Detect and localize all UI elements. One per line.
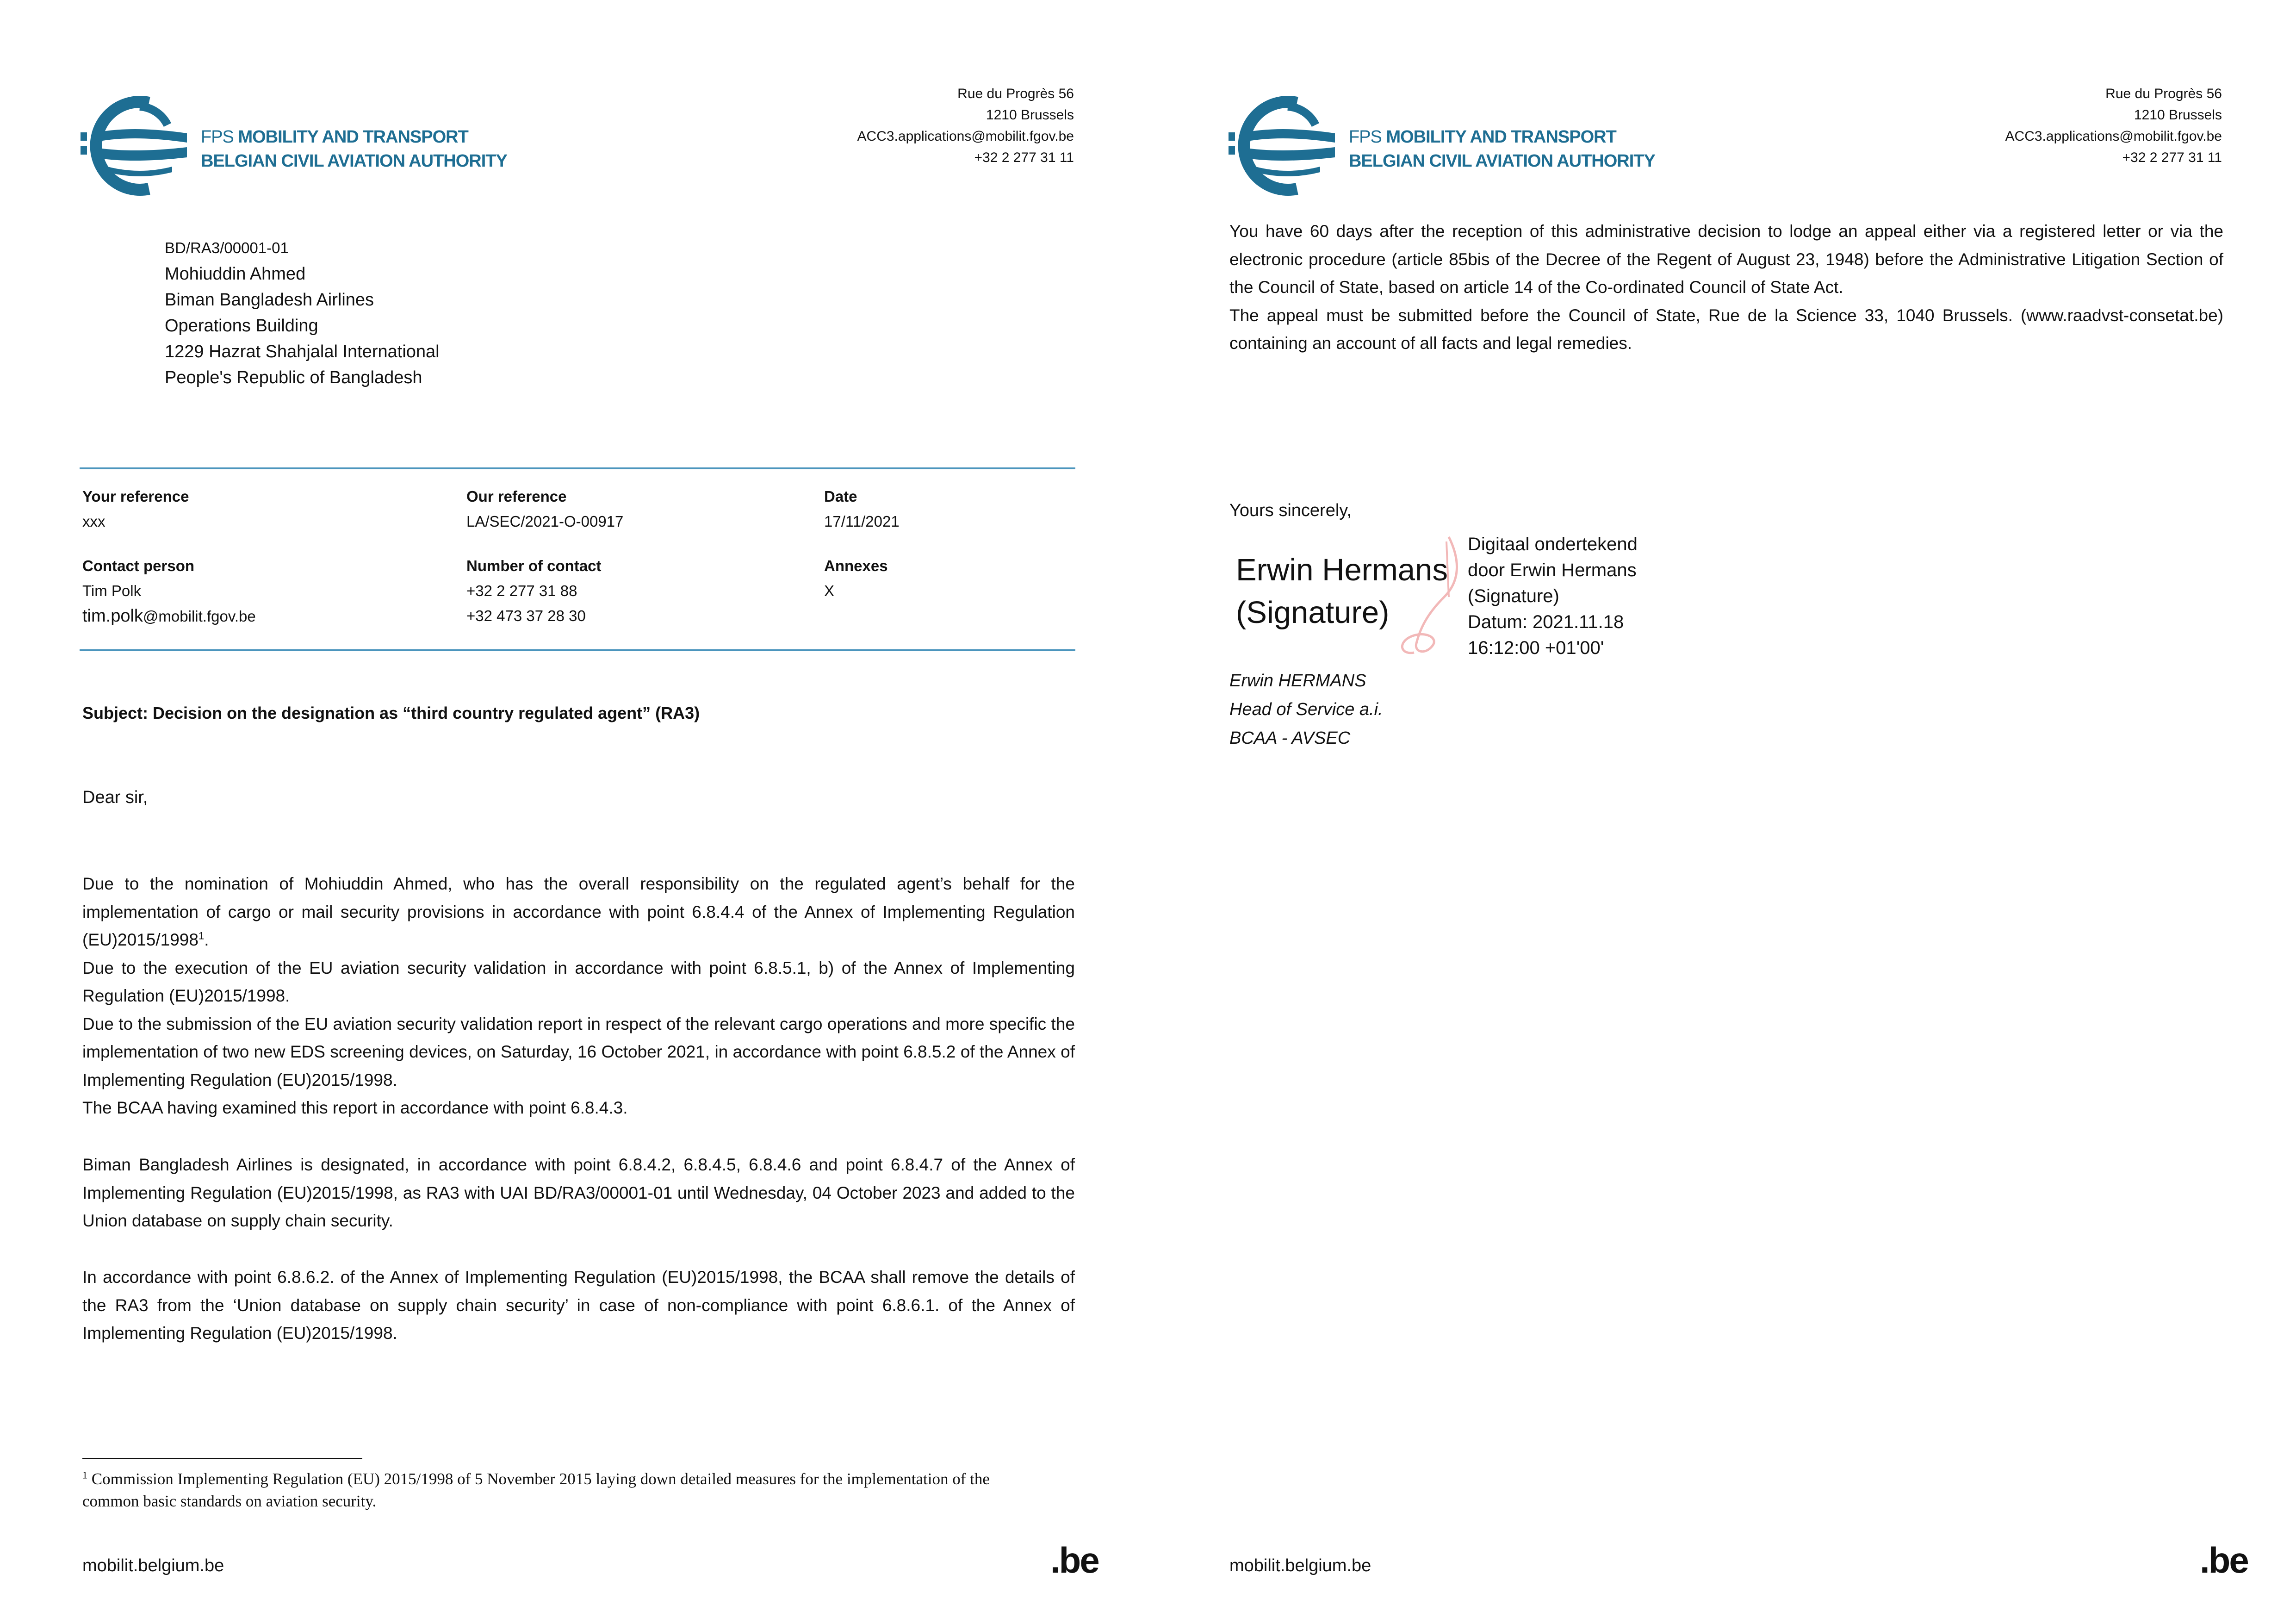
body-paragraph: The BCAA having examined this report in accordance with point 6.8.4.3. [82,1098,628,1117]
address-street: Rue du Progrès 56 [957,86,1074,101]
signature-mark-icon [1389,528,1472,666]
sender-address [857,83,1074,168]
address-phone: +32 2 277 31 11 [974,150,1074,165]
org-prefix: FPS [201,127,234,147]
appeal-section [1229,218,2223,358]
your-reference [82,484,189,534]
signer-block [1229,666,1383,753]
letter-date [824,484,900,534]
our-reference-value: LA/SEC/2021-O-00917 [466,513,624,530]
be-logo: .be [2200,1540,2248,1580]
recipient-uai: BD/RA3/00001-01 [165,239,289,256]
closing: Yours sincerely, [1229,501,1352,520]
footnote [82,1468,1036,1512]
reference-top-divider [80,467,1075,469]
sender-address [2005,83,2222,168]
salutation: Dear sir, [82,788,148,807]
letter-page-2 [1148,0,2296,1624]
contact-email-domain: @mobilit.fgov.be [143,608,256,625]
address-city: 1210 Brussels [2134,107,2222,123]
your-reference-label: Your reference [82,488,189,505]
footer-website: mobilit.belgium.be [82,1556,224,1575]
address-street: Rue du Progrès 56 [2105,86,2222,101]
annexes-label: Annexes [824,557,888,574]
number-of-contact-label: Number of contact [466,557,602,574]
signer-name: Erwin HERMANS [1229,671,1366,691]
contact-email-user: tim.polk [82,606,143,626]
address-email: ACC3.applications@mobilit.fgov.be [857,129,1074,144]
date-label: Date [824,488,857,505]
digital-signature-name: Erwin Hermans (Signature) [1236,553,1448,630]
annexes-value: X [824,582,835,599]
org-name-line1: MOBILITY AND TRANSPORT [1386,127,1616,147]
date-value: 17/11/2021 [824,513,900,530]
address-city: 1210 Brussels [986,107,1074,123]
fps-emblem-icon [1228,93,1339,199]
recipient-line: Mohiuddin Ahmed [165,264,306,284]
contact-number: +32 2 277 31 88 [466,582,577,599]
recipient-block [165,235,440,391]
address-phone: +32 2 277 31 11 [2122,150,2222,165]
signer-title: Head of Service a.i. [1229,700,1383,719]
be-logo: .be [1050,1540,1098,1580]
footnote-number: 1 [82,1469,87,1481]
body-paragraph: Due to the nomination of Mohiuddin Ahmed, who has the overall responsibility on the regulated agent’s behalf for the implementation of cargo or mail security provisions in accordance with point 6.8.4.4 of the Annex of Implementing Regulation (EU)2015/1998$^1$. [82,874,1075,949]
contact-person [82,554,256,629]
footnote-divider [82,1458,362,1459]
appeal-paragraph: You have 60 days after the reception of this administrative decision to lodge an appeal either via a registered letter or via the electronic procedure (article 85bis of the Decree of the Regent of August 23, 1948) before the Administrative Litigation Section of the Council of State, based on article 14 of the Co-ordinated Council of State Act. [1229,222,2223,297]
annexes [824,554,888,604]
appeal-paragraph: The appeal must be submitted before the Council of State, Rue de la Science 33, 1040 Brussels. (www.raadvst-consetat.be) containing an account of all facts and legal remedies. [1229,305,2223,353]
signer-department: BCAA - AVSEC [1229,728,1351,748]
contact-person-label: Contact person [82,557,195,574]
org-name-line2: BELGIAN CIVIL AVIATION AUTHORITY [1349,151,1655,171]
your-reference-value: xxx [82,513,105,530]
org-name-line1: MOBILITY AND TRANSPORT [238,127,468,147]
letter-subject: Subject: Decision on the designation as “third country regulated agent” (RA3) [82,703,700,722]
org-prefix: FPS [1349,127,1382,147]
recipient-line: People's Republic of Bangladesh [165,368,422,387]
grounds-paragraphs [82,870,1075,1122]
footer-website: mobilit.belgium.be [1229,1556,1371,1575]
footnote-text: Commission Implementing Regulation (EU) 2015/1998 of 5 November 2015 laying down detailed measures for the implementation of the common basic standards on aviation security. [82,1470,990,1510]
our-reference-label: Our reference [466,488,567,505]
body-paragraph: Due to the submission of the EU aviation security validation report in respect of the relevant cargo operations and more specific the implementation of two new EDS screening devices, on Saturday, 16 October 2021, in accordance with point 6.8.5.2 of the Annex of Implementing Regulation (EU)2015/1998. [82,1014,1075,1089]
body-paragraph: Due to the execution of the EU aviation security validation in accordance with point 6.8.5.1, b) of the Annex of Implementing Regulation (EU)2015/1998. [82,958,1075,1005]
removal-paragraph: In accordance with point 6.8.6.2. of the Annex of Implementing Regulation (EU)2015/1998, the BCAA shall remove the details of the RA3 from the ‘Union database on supply chain security’ in case of non-compliance with point 6.8.6.1. of the Annex of Implementing Regulation (EU)2015/1998. [82,1268,1075,1343]
org-name-line2: BELGIAN CIVIL AVIATION AUTHORITY [201,151,507,171]
recipient-line: 1229 Hazrat Shahjalal International [165,342,440,361]
our-reference [466,484,623,534]
footnote-reference: 1 [198,930,205,942]
contact-number: +32 473 37 28 30 [466,607,586,624]
fps-logo [1228,93,1667,199]
fps-emblem-icon [80,93,191,199]
number-of-contact [466,554,602,628]
reference-bottom-divider [80,649,1075,651]
digital-signature-details: Digitaal ondertekend door Erwin Hermans (Signature) Datum: 2021.11.18 16:12:00 +01'00' [1468,534,1638,658]
recipient-line: Operations Building [165,316,318,336]
address-email: ACC3.applications@mobilit.fgov.be [2005,129,2222,144]
recipient-line: Biman Bangladesh Airlines [165,290,374,310]
contact-person-value: Tim Polk [82,582,142,599]
fps-logo [80,93,519,199]
designation-paragraph: Biman Bangladesh Airlines is designated, in accordance with point 6.8.4.2, 6.8.4.5, 6.8.4.6 and point 6.8.4.7 of the Annex of Implementing Regulation (EU)2015/1998, as RA3 with UAI BD/RA3/00001-01 until Wednesday, 04 October 2023 and added to the Union database on supply chain security. [82,1155,1075,1230]
